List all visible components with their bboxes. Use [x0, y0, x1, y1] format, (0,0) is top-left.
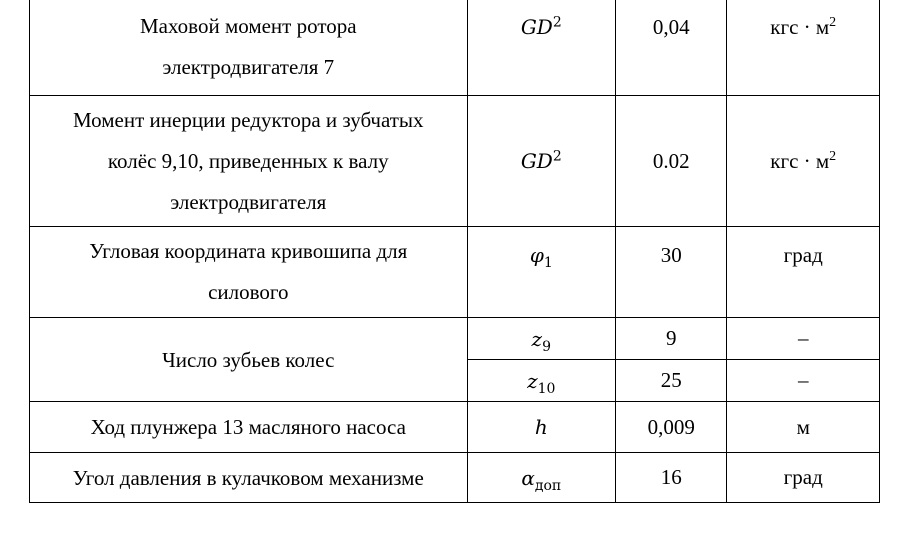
table-row — [30, 453, 880, 503]
parameter-name: Ход плунжера 13 масляного насоса — [90, 415, 406, 439]
parameter-name: Угол давления в кулачковом механизме — [72, 465, 424, 490]
parameter-name-cell — [30, 453, 468, 503]
parameter-symbol: $z_9$ — [467, 318, 616, 360]
table-row — [30, 227, 880, 318]
parameter-value: 9 — [616, 318, 727, 360]
parameter-name-line: Угловая координата кривошипа для — [89, 239, 408, 263]
parameter-value: 0,04 — [616, 0, 727, 96]
parameter-value: 0.02 — [616, 96, 727, 227]
parameter-name-cell — [30, 96, 468, 227]
parameter-symbol: $GD^2$ — [467, 96, 616, 227]
parameter-name-cell — [30, 318, 468, 402]
table-row — [30, 96, 880, 227]
parameter-value: 16 — [616, 453, 727, 503]
parameter-unit: – — [727, 318, 880, 360]
parameter-value: 0,009 — [616, 402, 727, 453]
parameter-name-cell — [30, 402, 468, 453]
table-row — [30, 402, 880, 453]
parameter-symbol: h — [467, 402, 616, 453]
parameters-table — [29, 0, 880, 503]
parameter-symbol: $GD^2$ — [467, 0, 616, 96]
parameter-name-line: Момент инерции редуктора и зубчатых — [73, 107, 424, 132]
table-row — [30, 0, 880, 96]
parameter-name-line: Маховой момент ротора — [139, 14, 357, 38]
parameter-value: 25 — [616, 360, 727, 402]
parameter-name-cell — [30, 227, 468, 318]
parameter-name — [30, 100, 467, 223]
parameter-unit: град — [727, 227, 880, 318]
parameter-value: 30 — [616, 227, 727, 318]
parameter-unit: град — [727, 453, 880, 503]
parameter-name — [30, 231, 467, 313]
parameter-unit: – — [727, 360, 880, 402]
table-row — [30, 318, 880, 360]
parameter-symbol: $\varphi_1$ — [467, 227, 616, 318]
parameter-name-line: электродвигателя 7 — [162, 55, 335, 79]
parameter-name-cell — [30, 0, 468, 96]
parameter-name-line: колёс 9,10, приведенных к валу — [107, 148, 389, 173]
parameter-unit: кгс · $м^2$ — [727, 96, 880, 227]
parameter-name-line: силового — [208, 280, 289, 304]
parameter-name — [30, 6, 467, 88]
parameter-symbol: $z_{10}$ — [467, 360, 616, 402]
parameter-symbol: $\alpha_{доп}$ — [467, 453, 616, 503]
parameter-name: Число зубьев колес — [162, 347, 335, 372]
parameter-name-line: электродвигателя — [170, 189, 327, 214]
parameter-unit: м — [727, 402, 880, 453]
parameter-unit: кгс · $м^2$ — [727, 0, 880, 96]
